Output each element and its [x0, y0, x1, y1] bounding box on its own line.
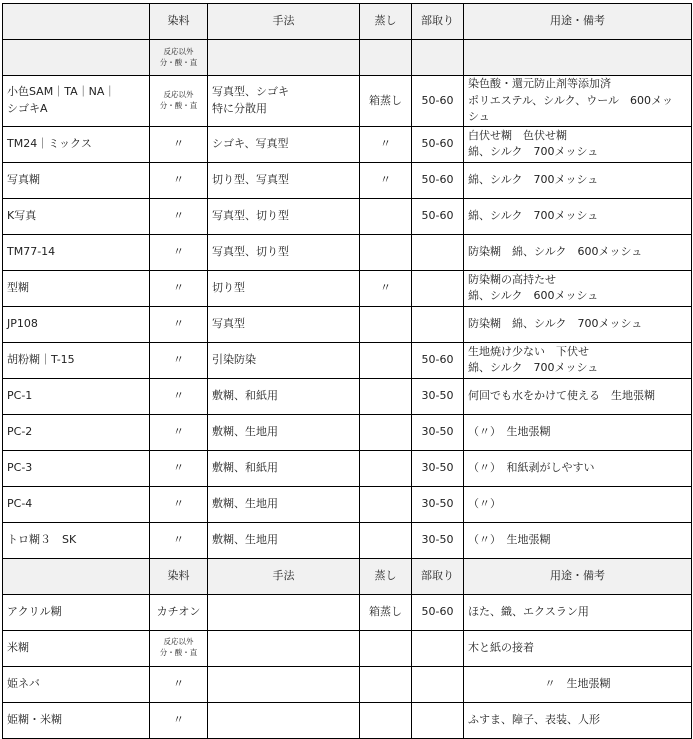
notes-cell: [464, 270, 692, 306]
notes-line: （〃） 和紙剥がしやすい: [468, 460, 595, 474]
table-row: [3, 162, 692, 198]
notes-line: 木と紙の接着: [468, 640, 534, 654]
method-cell: [208, 234, 360, 270]
ratio-cell: 30-50: [412, 486, 464, 522]
ratio-cell: [412, 630, 464, 666]
paste-name-line: PC-3: [7, 460, 33, 474]
paste-name: [3, 126, 150, 162]
dye-cell: [150, 378, 208, 414]
steam-cell: [360, 234, 412, 270]
subheader-row: [3, 40, 692, 76]
notes-cell: [464, 198, 692, 234]
notes-cell: [464, 666, 692, 702]
dye-cell: [150, 450, 208, 486]
ratio-cell: 50-60: [412, 162, 464, 198]
method-line: 切り型、写真型: [212, 172, 289, 186]
notes-line: 綿、シルク 700メッシュ: [468, 208, 599, 222]
steam-cell: [360, 630, 412, 666]
dye-cell: [150, 76, 208, 127]
method-line: 敷糊、和紙用: [212, 388, 278, 402]
dye-line: カチオン: [156, 604, 201, 618]
ratio-cell: [412, 666, 464, 702]
method-cell: [208, 666, 360, 702]
table-row: [3, 594, 692, 630]
notes-line: 防染糊 綿、シルク 700メッシュ: [468, 316, 643, 330]
steam-cell: [360, 306, 412, 342]
dye-cell: [150, 342, 208, 378]
dye-cell: [150, 630, 208, 666]
subheader-empty: [412, 40, 464, 76]
dye-line: 〃: [173, 496, 184, 510]
paste-name-line: 胡粉糊｜T-15: [7, 352, 75, 366]
steam-cell: [360, 450, 412, 486]
method-line: 敷糊、生地用: [212, 496, 278, 510]
header-row: [3, 4, 692, 40]
notes-line: 綿、シルク 700メッシュ: [468, 145, 599, 158]
header-method: 手法: [208, 558, 360, 594]
method-cell: [208, 126, 360, 162]
steam-cell: 箱蒸し: [360, 594, 412, 630]
notes-line: ふすま、障子、表装、人形: [468, 712, 600, 726]
method-cell: [208, 162, 360, 198]
subheader-empty: [464, 40, 692, 76]
dye-line: 〃: [173, 208, 184, 222]
paste-name-line: 写真糊: [7, 172, 40, 186]
paste-name-line: JP108: [7, 316, 38, 330]
paste-name-line: PC-2: [7, 424, 33, 438]
method-line: 写真型、切り型: [212, 244, 289, 258]
steam-cell: [360, 378, 412, 414]
header-dye: 染料: [150, 4, 208, 40]
dye-cell: [150, 666, 208, 702]
paste-name-line: 姫ネバ: [7, 676, 40, 690]
dye-cell: [150, 414, 208, 450]
table-row: [3, 486, 692, 522]
notes-cell: [464, 342, 692, 378]
method-cell: [208, 378, 360, 414]
method-cell: [208, 522, 360, 558]
ratio-cell: 50-60: [412, 126, 464, 162]
dye-cell: [150, 522, 208, 558]
paste-name-line: アクリル糊: [7, 604, 62, 618]
header-ratio: 部取り: [412, 558, 464, 594]
paste-name-line: 姫糊・米糊: [7, 712, 62, 726]
table-row: [3, 378, 692, 414]
notes-line: ポリエステル、シルク、ウール 600メッ: [468, 93, 673, 107]
steam-cell: [360, 342, 412, 378]
notes-line: ほた、織、エクスラン用: [468, 604, 589, 618]
notes-line: 〃 生地張糊: [544, 676, 611, 690]
steam-cell: 箱蒸し: [360, 76, 412, 127]
steam-cell: 〃: [360, 162, 412, 198]
notes-cell: [464, 594, 692, 630]
ratio-cell: [412, 270, 464, 306]
method-cell: [208, 306, 360, 342]
header-dye: 染料: [150, 558, 208, 594]
notes-cell: [464, 234, 692, 270]
steam-cell: [360, 486, 412, 522]
paste-name-line: PC-4: [7, 496, 33, 510]
notes-line: 生地焼け少ない 下伏せ: [468, 344, 589, 358]
steam-cell: 〃: [360, 126, 412, 162]
notes-line: （〃） 生地張糊: [468, 532, 551, 546]
dye-cell: [150, 270, 208, 306]
table-row: [3, 126, 692, 162]
steam-cell: [360, 522, 412, 558]
method-line: 引染防染: [212, 352, 256, 366]
steam-cell: [360, 198, 412, 234]
steam-cell: [360, 666, 412, 702]
dye-line: 〃: [173, 244, 184, 258]
header-row: [3, 558, 692, 594]
steam-cell: 〃: [360, 270, 412, 306]
method-line: 切り型: [212, 280, 245, 294]
paste-table: [2, 3, 692, 739]
table-row: [3, 342, 692, 378]
method-line: 敷糊、生地用: [212, 424, 278, 438]
ratio-cell: 50-60: [412, 594, 464, 630]
header-name-cell: [3, 4, 150, 40]
header-steam: 蒸し: [360, 558, 412, 594]
method-cell: [208, 450, 360, 486]
notes-line: 綿、シルク 700メッシュ: [468, 361, 599, 374]
dye-line: 〃: [173, 424, 184, 438]
header-ratio: 部取り: [412, 4, 464, 40]
header-name-cell: [3, 558, 150, 594]
subheader-dye-line: 反応以外: [163, 46, 194, 56]
notes-line: 何回でも水をかけて使える 生地張糊: [468, 388, 655, 402]
notes-cell: [464, 126, 692, 162]
dye-line: 〃: [173, 352, 184, 366]
ratio-cell: 30-50: [412, 414, 464, 450]
method-cell: [208, 414, 360, 450]
notes-cell: [464, 450, 692, 486]
ratio-cell: [412, 306, 464, 342]
method-cell: [208, 630, 360, 666]
dye-cell: [150, 594, 208, 630]
paste-name: [3, 162, 150, 198]
steam-cell: [360, 414, 412, 450]
method-line: 写真型、シゴキ: [212, 85, 289, 99]
header-notes: 用途・備考: [464, 4, 692, 40]
ratio-cell: 30-50: [412, 522, 464, 558]
ratio-cell: 50-60: [412, 76, 464, 127]
table-row: [3, 306, 692, 342]
dye-cell: [150, 126, 208, 162]
table-row: [3, 76, 692, 127]
method-cell: [208, 270, 360, 306]
dye-cell: [150, 198, 208, 234]
dye-line: 〃: [173, 172, 184, 186]
paste-name-line: トロ糊３ SK: [7, 532, 77, 546]
method-cell: [208, 486, 360, 522]
ratio-cell: 30-50: [412, 450, 464, 486]
method-cell: [208, 702, 360, 738]
notes-cell: [464, 162, 692, 198]
paste-name: [3, 522, 150, 558]
dye-line: 〃: [173, 532, 184, 546]
notes-line: 染色酸・還元防止剤等添加済: [468, 77, 611, 90]
paste-name-line: TM77-14: [7, 244, 56, 258]
notes-cell: [464, 486, 692, 522]
notes-line: シュ: [468, 110, 490, 123]
dye-line: 反応以外: [163, 89, 194, 99]
notes-cell: [464, 522, 692, 558]
notes-line: 綿、シルク 700メッシュ: [468, 172, 599, 186]
steam-cell: [360, 702, 412, 738]
paste-name: [3, 666, 150, 702]
header-steam: 蒸し: [360, 4, 412, 40]
subheader-empty: [208, 40, 360, 76]
table-row: [3, 522, 692, 558]
notes-cell: [464, 414, 692, 450]
paste-name: [3, 378, 150, 414]
notes-line: 綿、シルク 600メッシュ: [468, 289, 599, 302]
dye-cell: [150, 162, 208, 198]
notes-line: 防染糊の高持たせ: [468, 272, 556, 286]
table-row: [3, 198, 692, 234]
dye-line: 〃: [173, 712, 184, 726]
paste-name: [3, 486, 150, 522]
notes-line: 白伏せ糊 色伏せ糊: [468, 128, 567, 142]
subheader-dye: [150, 40, 208, 76]
paste-name-line: 小色SAM｜TA｜NA｜: [7, 85, 116, 99]
ratio-cell: [412, 702, 464, 738]
table-row: [3, 234, 692, 270]
method-line: 特に分散用: [212, 101, 267, 115]
paste-name: [3, 198, 150, 234]
paste-name-line: 米糊: [7, 640, 29, 654]
dye-cell: [150, 486, 208, 522]
notes-line: （〃） 生地張糊: [468, 424, 551, 438]
dye-line: 〃: [173, 676, 184, 690]
paste-name: [3, 270, 150, 306]
paste-name-line: 型糊: [7, 280, 29, 294]
dye-line: 〃: [173, 136, 184, 150]
table-row: [3, 630, 692, 666]
notes-line: 防染糊 綿、シルク 600メッシュ: [468, 244, 643, 258]
subheader-empty: [360, 40, 412, 76]
paste-name-line: シゴキA: [7, 101, 48, 115]
paste-name: [3, 594, 150, 630]
table-row: [3, 702, 692, 738]
paste-name-line: K写真: [7, 208, 37, 222]
method-line: 写真型、切り型: [212, 208, 289, 222]
table-row: [3, 450, 692, 486]
dye-line: 分・酸・直: [159, 648, 198, 657]
method-cell: [208, 594, 360, 630]
dye-line: 反応以外: [163, 637, 194, 647]
notes-cell: [464, 702, 692, 738]
notes-cell: [464, 378, 692, 414]
notes-line: （〃）: [468, 496, 501, 510]
subheader-dye-line: 分・酸・直: [159, 57, 198, 67]
method-line: 写真型: [212, 316, 245, 330]
dye-line: 〃: [173, 316, 184, 330]
header-notes: 用途・備考: [464, 558, 692, 594]
paste-name: [3, 414, 150, 450]
notes-cell: [464, 76, 692, 127]
table-row: [3, 270, 692, 306]
table-row: [3, 666, 692, 702]
paste-name: [3, 234, 150, 270]
dye-line: 〃: [173, 388, 184, 402]
ratio-cell: 50-60: [412, 198, 464, 234]
paste-name-line: PC-1: [7, 388, 33, 402]
method-cell: [208, 342, 360, 378]
method-line: 敷糊、和紙用: [212, 460, 278, 474]
subheader-empty: [3, 40, 150, 76]
table-row: [3, 414, 692, 450]
paste-name: [3, 76, 150, 127]
notes-cell: [464, 306, 692, 342]
method-line: 敷糊、生地用: [212, 532, 278, 546]
ratio-cell: 30-50: [412, 378, 464, 414]
ratio-cell: 50-60: [412, 342, 464, 378]
method-cell: [208, 76, 360, 127]
paste-name: [3, 450, 150, 486]
method-cell: [208, 198, 360, 234]
dye-cell: [150, 306, 208, 342]
dye-line: 〃: [173, 280, 184, 294]
paste-name-line: TM24｜ミックス: [7, 136, 92, 150]
notes-cell: [464, 630, 692, 666]
paste-name: [3, 306, 150, 342]
paste-name: [3, 630, 150, 666]
paste-name: [3, 342, 150, 378]
dye-cell: [150, 234, 208, 270]
method-line: シゴキ、写真型: [212, 136, 289, 150]
ratio-cell: [412, 234, 464, 270]
header-method: 手法: [208, 4, 360, 40]
dye-line: 〃: [173, 460, 184, 474]
dye-cell: [150, 702, 208, 738]
paste-name: [3, 702, 150, 738]
dye-line: 分・酸・直: [159, 100, 198, 110]
